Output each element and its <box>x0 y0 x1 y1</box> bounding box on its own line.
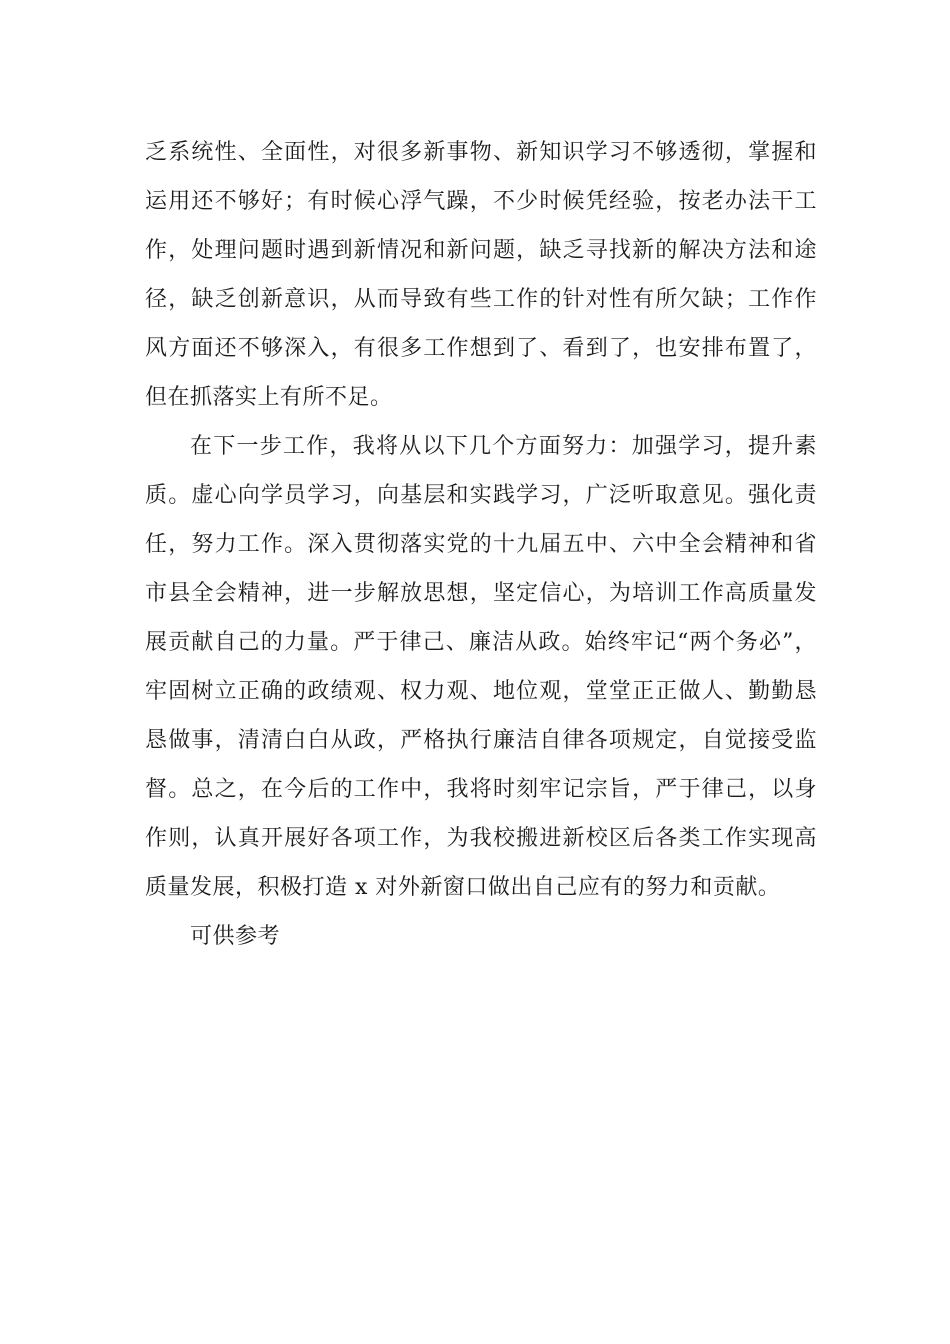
text-line: 作则，认真开展好各项工作，为我校搬进新校区后各类工作实现高 <box>145 826 817 851</box>
paragraph-3 <box>145 912 817 961</box>
text-line: 任，努力工作。深入贯彻落实党的十九届五中、六中全会精神和省 <box>145 532 817 557</box>
paragraph-1 <box>145 128 817 422</box>
text-line: 质。虚心向学员学习，向基层和实践学习，广泛听取意见。强化责 <box>145 483 817 508</box>
text-line: 市县全会精神，进一步解放思想，坚定信心，为培训工作高质量发 <box>145 581 817 606</box>
document-body <box>145 128 817 961</box>
text-line: 可供参考 <box>190 924 281 949</box>
text-line: 在下一步工作，我将从以下几个方面努力：加强学习，提升素 <box>190 434 817 459</box>
text-line: 作，处理问题时遇到新情况和新问题，缺乏寻找新的解决方法和途 <box>145 238 817 263</box>
text-line: 风方面还不够深入，有很多工作想到了、看到了，也安排布置了， <box>145 336 817 361</box>
paragraph-2 <box>145 422 817 912</box>
text-line: 乏系统性、全面性，对很多新事物、新知识学习不够透彻，掌握和 <box>145 140 817 165</box>
text-line: 展贡献自己的力量。严于律己、廉洁从政。始终牢记“两个务必”， <box>145 630 817 655</box>
text-line: 恳做事，清清白白从政，严格执行廉洁自律各项规定，自觉接受监 <box>145 728 817 753</box>
text-line: 督。总之，在今后的工作中，我将时刻牢记宗旨，严于律己，以身 <box>145 777 817 802</box>
text-line: 运用还不够好；有时候心浮气躁，不少时候凭经验，按老办法干工 <box>145 189 817 214</box>
text-line: 径，缺乏创新意识，从而导致有些工作的针对性有所欠缺；工作作 <box>145 287 817 312</box>
text-line: 但在抓落实上有所不足。 <box>145 385 393 410</box>
text-line: 质量发展，积极打造 x 对外新窗口做出自己应有的努力和贡献。 <box>145 875 781 900</box>
text-line: 牢固树立正确的政绩观、权力观、地位观，堂堂正正做人、勤勤恳 <box>145 679 817 704</box>
